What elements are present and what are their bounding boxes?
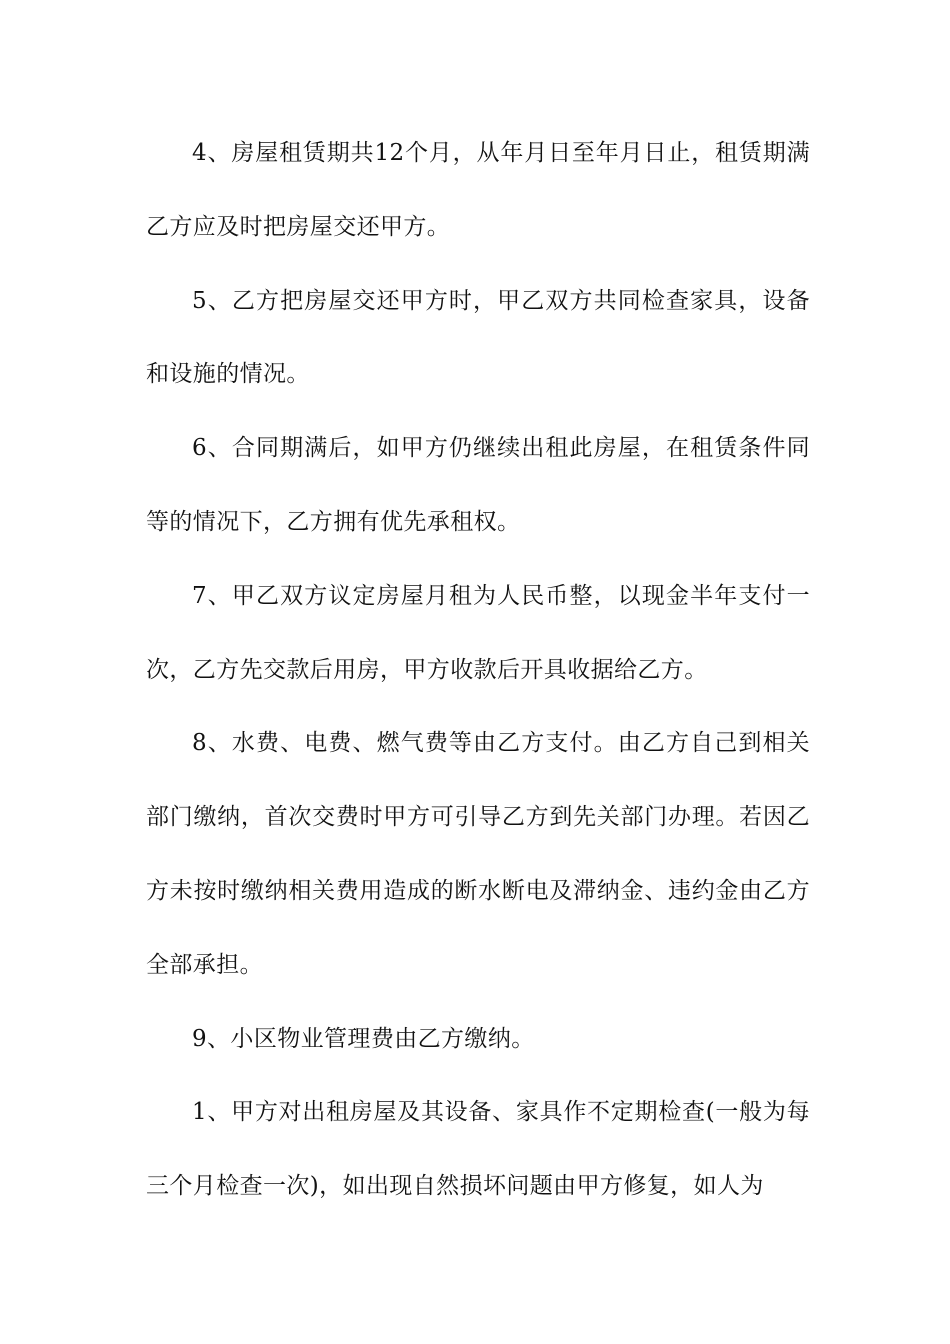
clause-4-lease-term: 4、房屋租赁期共12个月，从年月日至年月日止，租赁期满乙方应及时把房屋交还甲方。: [146, 140, 810, 240]
clause-9-property-fee: 9、小区物业管理费由乙方缴纳。: [192, 1025, 535, 1052]
clause-8-utilities: 8、水费、电费、燃气费等由乙方支付。由乙方自己到相关部门缴纳，首次交费时甲方可引导乙方到先关部门办理。若因乙方未按时缴纳相关费用造成的断水断电及滞纳金、违约金由乙方全部承担。: [146, 730, 810, 978]
clause-7-rent-payment: 7、甲乙双方议定房屋月租为人民币整，以现金半年支付一次，乙方先交款后用房，甲方收款后开具收据给乙方。: [146, 582, 810, 683]
clause-1-inspection-repair: 1、甲方对出租房屋及其设备、家具作不定期检查(一般为每三个月检查一次)，如出现自然损坏问题由甲方修复，如人为: [146, 1099, 810, 1200]
clause-6-renewal-priority: 6、合同期满后，如甲方仍继续出租此房屋，在租赁条件同等的情况下，乙方拥有优先承租权。: [146, 435, 810, 535]
document-body: [146, 117, 810, 1224]
clause-5-return-inspection: 5、乙方把房屋交还甲方时，甲乙双方共同检查家具，设备和设施的情况。: [146, 287, 810, 388]
